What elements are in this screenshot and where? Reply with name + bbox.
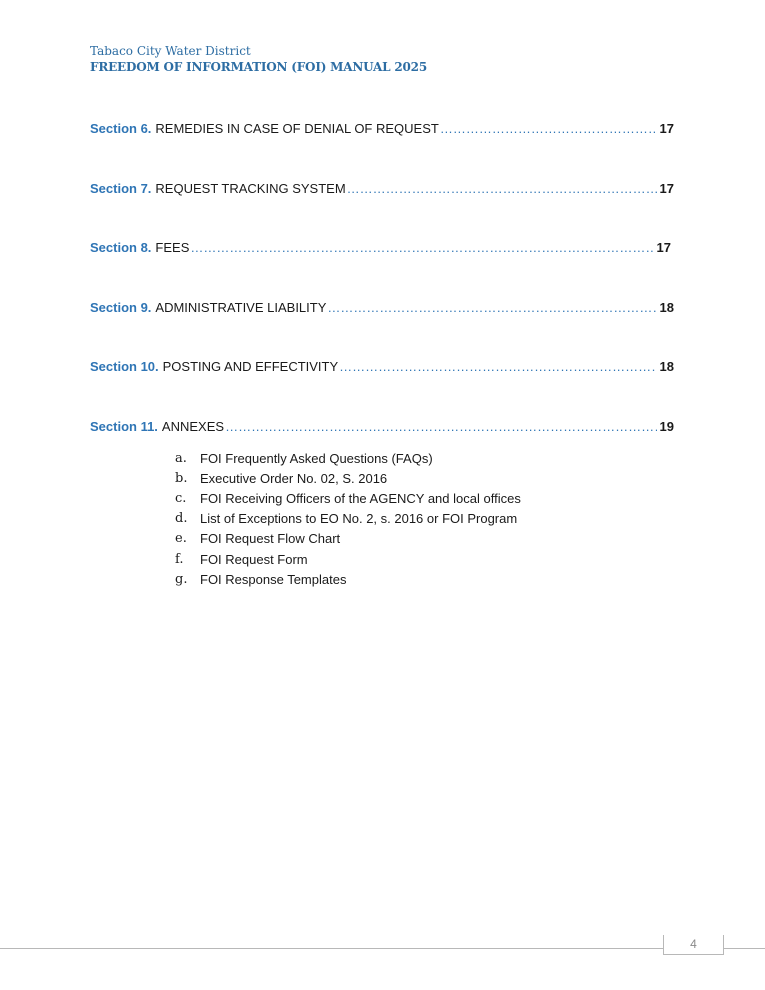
annex-title: FOI Frequently Asked Questions (FAQs) [200, 450, 433, 466]
list-item-annex-a[interactable] [175, 448, 521, 468]
toc-dot-leader [190, 239, 653, 257]
toc-dot-leader [327, 299, 656, 317]
toc-section-title: POSTING AND EFFECTIVITY [162, 359, 339, 374]
toc-page-number: 17 [659, 121, 674, 136]
toc-dot-leader [225, 418, 656, 436]
list-item-annex-e[interactable] [175, 529, 521, 549]
toc-page-number: 18 [659, 300, 674, 315]
annex-letter: e. [175, 531, 187, 547]
annex-title: FOI Receiving Officers of the AGENCY and local offices [200, 490, 521, 506]
toc-section-title: FEES [155, 240, 190, 255]
toc-entry-section-8[interactable] [90, 239, 671, 257]
annex-letter: c. [175, 490, 187, 506]
annex-letter: b. [175, 470, 188, 486]
annex-letter: g. [175, 571, 188, 587]
list-item-annex-c[interactable] [175, 488, 521, 508]
list-item-annex-g[interactable] [175, 569, 521, 589]
annex-letter: d. [175, 511, 188, 527]
list-item-annex-d[interactable] [175, 509, 521, 529]
annex-title: FOI Request Flow Chart [200, 531, 341, 547]
annex-title: List of Exceptions to EO No. 2, s. 2016 or FOI Program [200, 511, 518, 527]
document-header [90, 43, 427, 75]
toc-section-number: Section 9. [90, 300, 152, 315]
annex-list [175, 448, 521, 589]
footer-divider [0, 948, 765, 949]
annex-title: FOI Response Templates [200, 571, 347, 587]
page-number: 4 [690, 937, 697, 951]
annex-title: Executive Order No. 02, S. 2016 [200, 470, 388, 486]
toc-section-title: REQUEST TRACKING SYSTEM [155, 181, 346, 196]
toc-section-number: Section 10. [90, 359, 159, 374]
toc-page-number: 17 [659, 181, 674, 196]
toc-dot-leader [440, 120, 657, 138]
toc-section-number: Section 6. [90, 121, 152, 136]
annex-letter: a. [175, 450, 187, 466]
toc-page-number: 18 [659, 359, 674, 374]
toc-section-number: Section 7. [90, 181, 152, 196]
annex-title: FOI Request Form [200, 551, 308, 567]
toc-page-number: 17 [656, 240, 671, 255]
toc-section-number: Section 11. [90, 419, 158, 434]
toc-entry-section-7[interactable] [90, 180, 674, 198]
toc-entry-section-6[interactable] [90, 120, 674, 138]
toc-section-title: ANNEXES [161, 419, 225, 434]
list-item-annex-b[interactable] [175, 468, 521, 488]
toc-dot-leader [339, 358, 656, 376]
toc-section-title: REMEDIES IN CASE OF DENIAL OF REQUEST [155, 121, 439, 136]
toc-entry-section-9[interactable] [90, 299, 674, 317]
toc-section-number: Section 8. [90, 240, 152, 255]
manual-title: FREEDOM OF INFORMATION (FOI) MANUAL 2025 [90, 60, 427, 74]
organization-name: Tabaco City Water District [90, 44, 251, 58]
annex-letter: f. [175, 551, 184, 567]
toc-section-title: ADMINISTRATIVE LIABILITY [155, 300, 327, 315]
toc-page-number: 19 [659, 419, 674, 434]
list-item-annex-f[interactable] [175, 549, 521, 569]
toc-entry-section-10[interactable] [90, 358, 674, 376]
toc-dot-leader [347, 180, 657, 198]
toc-entry-section-11[interactable] [90, 418, 674, 436]
